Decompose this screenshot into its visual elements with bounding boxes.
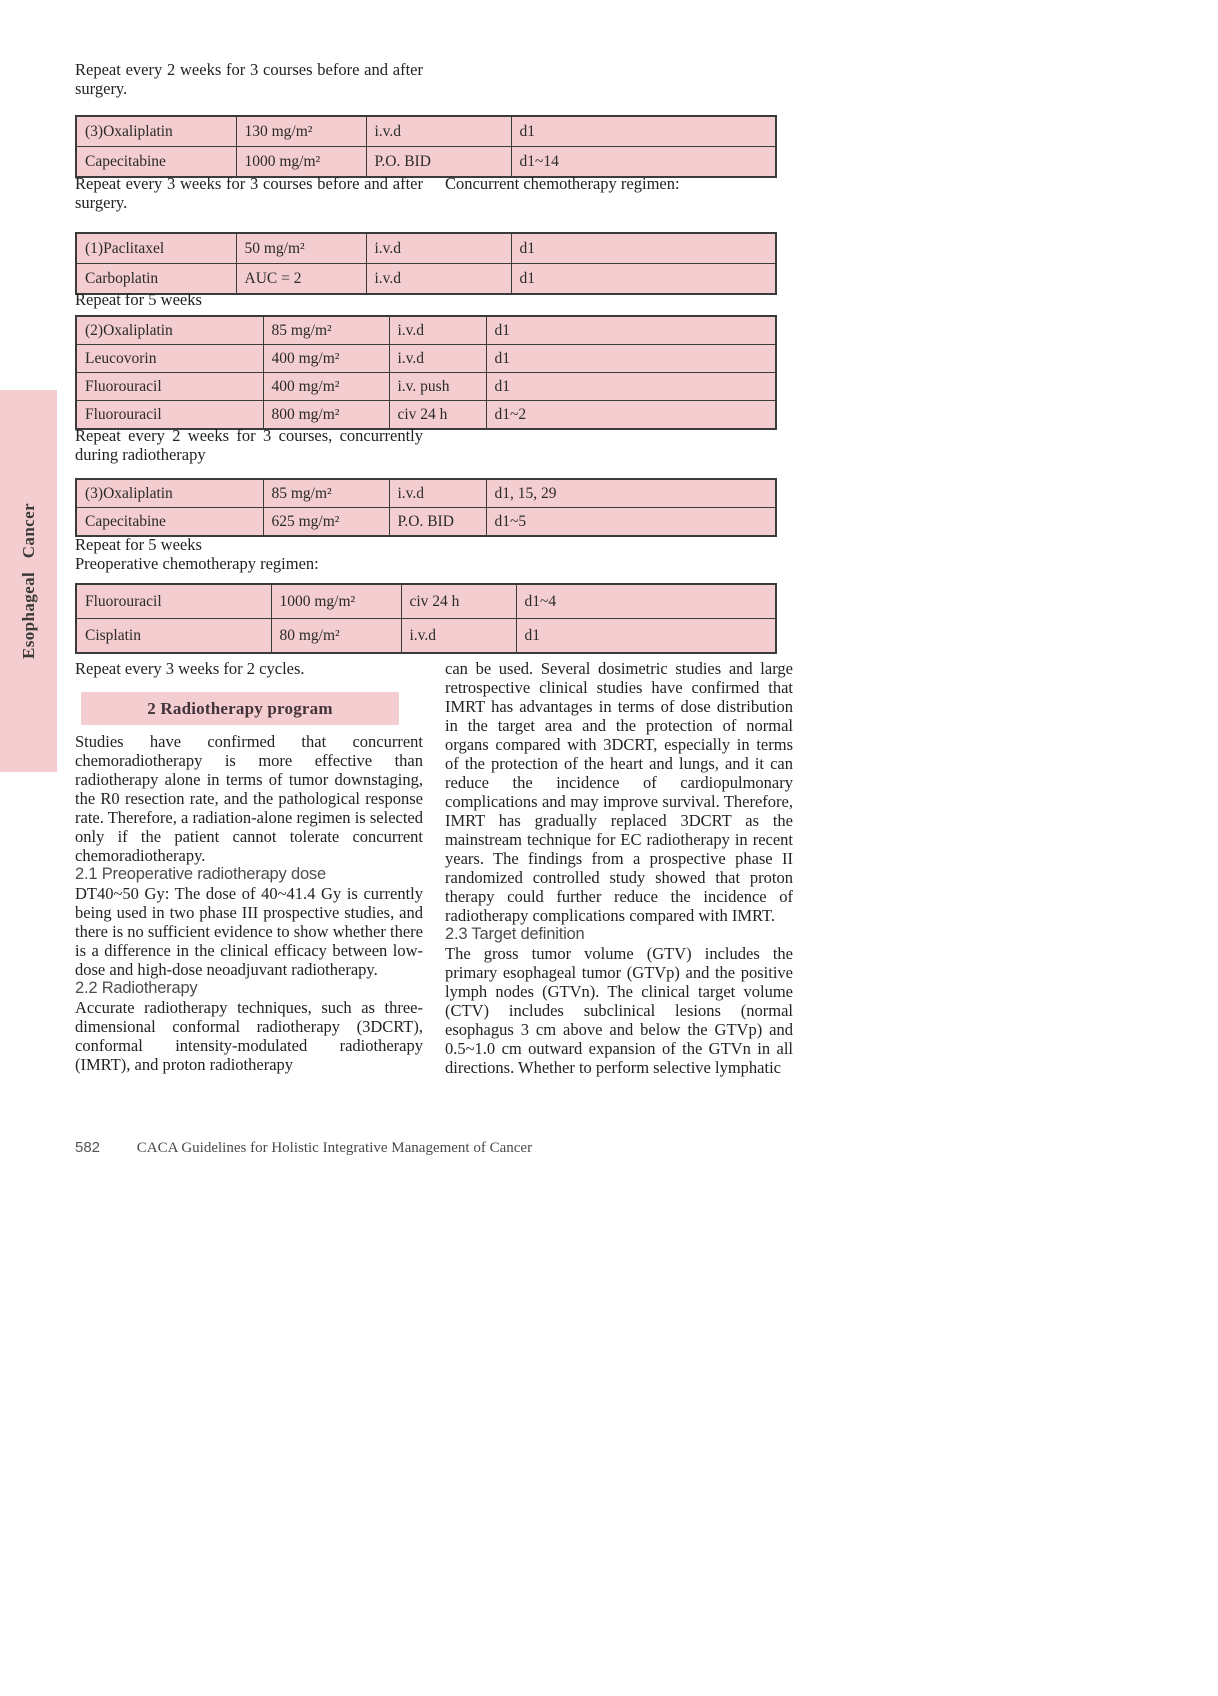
chemo-regimen-table-2 — [75, 232, 777, 295]
drug-cell: Fluorouracil — [76, 373, 263, 401]
schedule-cell: d1 — [486, 316, 776, 345]
schedule-cell: d1, 15, 29 — [486, 479, 776, 508]
route-cell: civ 24 h — [389, 401, 486, 430]
drug-cell: Leucovorin — [76, 345, 263, 373]
schedule-cell: d1 — [511, 233, 776, 264]
page-number: 582 — [75, 1139, 101, 1156]
dose-cell: 1000 mg/m² — [271, 584, 401, 619]
drug-cell: Fluorouracil — [76, 584, 271, 619]
schedule-cell: d1 — [516, 619, 776, 654]
table-row — [76, 508, 776, 537]
schedule-cell: d1~4 — [516, 584, 776, 619]
subsection-heading-2-1: 2.1 Preoperative radiotherapy dose — [75, 865, 326, 883]
table-caption-3: Repeat for 5 weeks — [75, 290, 202, 309]
dose-cell: 800 mg/m² — [263, 401, 389, 430]
drug-cell: (1)Paclitaxel — [76, 233, 236, 264]
drug-cell: (3)Oxaliplatin — [76, 116, 236, 147]
table-caption-5b: Preoperative chemotherapy regimen: — [75, 554, 319, 573]
chapter-tab-label: Esophageal Cancer — [18, 502, 38, 660]
dose-cell: 400 mg/m² — [263, 345, 389, 373]
chemo-regimen-table-4 — [75, 478, 777, 537]
subsection-heading-2-3: 2.3 Target definition — [445, 925, 585, 943]
table-row — [76, 345, 776, 373]
table-row — [76, 233, 776, 264]
table-caption-1: Repeat every 2 weeks for 3 courses before and after surgery. — [75, 60, 423, 98]
paragraph-radiotherapy-techniques: Accurate radiotherapy techniques, such as three-dimensional conformal radiotherapy (3DCRT), conformal intensity-modulated radiotherapy (IMRT), and proton radiotherapy — [75, 998, 423, 1074]
dose-cell: 80 mg/m² — [271, 619, 401, 654]
chemo-regimen-table-3 — [75, 315, 777, 430]
dose-cell: AUC = 2 — [236, 264, 366, 295]
dose-cell: 50 mg/m² — [236, 233, 366, 264]
table-caption-5a: Repeat for 5 weeks — [75, 535, 202, 554]
route-cell: i.v.d — [401, 619, 516, 654]
table-row — [76, 147, 776, 178]
schedule-cell: d1~2 — [486, 401, 776, 430]
drug-cell: Fluorouracil — [76, 401, 263, 430]
schedule-cell: d1 — [486, 345, 776, 373]
article-column-right — [445, 659, 793, 1077]
schedule-cell: d1~5 — [486, 508, 776, 537]
route-cell: i.v.d — [366, 116, 511, 147]
schedule-cell: d1 — [511, 264, 776, 295]
section-heading-label: 2 Radiotherapy program — [147, 699, 333, 718]
article-column-left — [75, 659, 423, 1074]
paragraph-target-definition: The gross tumor volume (GTV) includes the primary esophageal tumor (GTVp) and the positive lymph nodes (GTVn). The clinical target volume (CTV) includes subclinical lesions (normal esophagus 3 cm above and below the GTVp) and 0.5~1.0 cm outward expansion of the GTVn in all directions. Whether to perform selective lymphatic — [445, 944, 793, 1077]
dose-cell: 625 mg/m² — [263, 508, 389, 537]
page-footer — [75, 1139, 775, 1157]
route-cell: civ 24 h — [401, 584, 516, 619]
dose-cell: 1000 mg/m² — [236, 147, 366, 178]
route-cell: i.v. push — [389, 373, 486, 401]
dose-cell: 400 mg/m² — [263, 373, 389, 401]
drug-cell: Capecitabine — [76, 508, 263, 537]
route-cell: i.v.d — [389, 316, 486, 345]
table-caption-2: Repeat every 3 weeks for 3 courses before and after surgery. — [75, 174, 423, 212]
table-row — [76, 316, 776, 345]
table-row — [76, 584, 776, 619]
route-cell: i.v.d — [366, 264, 511, 295]
drug-cell: Carboplatin — [76, 264, 236, 295]
running-title: CACA Guidelines for Holistic Integrative Management of Cancer — [136, 1140, 533, 1156]
subsection-heading-2-2: 2.2 Radiotherapy — [75, 979, 198, 997]
paragraph-imrt: can be used. Several dosimetric studies and large retrospective clinical studies have confirmed that IMRT has advantages in terms of dose distribution in the target area and the protection of normal organs compared with 3DCRT, especially in terms of the protection of the heart and lungs, and it can reduce the incidence of cardiopulmonary complications and may improve survival. Therefore, IMRT has gradually replaced 3DCRT as the mainstream technique for EC radiotherapy in recent years. The findings from a prospective phase II randomized controlled study showed that proton therapy could further reduce the incidence of radiotherapy complications compared with IMRT. — [445, 659, 793, 925]
schedule-cell: d1 — [511, 116, 776, 147]
route-cell: P.O. BID — [366, 147, 511, 178]
table-row — [76, 116, 776, 147]
chapter-tab — [0, 390, 57, 772]
table-row — [76, 373, 776, 401]
route-cell: i.v.d — [389, 345, 486, 373]
table-caption-6: Repeat every 3 weeks for 2 cycles. — [75, 659, 305, 678]
chemo-regimen-table-1 — [75, 115, 777, 178]
drug-cell: Cisplatin — [76, 619, 271, 654]
chemo-regimen-table-5 — [75, 583, 777, 654]
table-row — [76, 619, 776, 654]
table-caption-4: Repeat every 2 weeks for 3 courses, concurrently during radiotherapy — [75, 426, 423, 464]
drug-cell: Capecitabine — [76, 147, 236, 178]
drug-cell: (2)Oxaliplatin — [76, 316, 263, 345]
dose-cell: 130 mg/m² — [236, 116, 366, 147]
section-heading — [81, 692, 399, 725]
table-row — [76, 401, 776, 430]
paragraph-preop-dose: DT40~50 Gy: The dose of 40~41.4 Gy is currently being used in two phase III prospective studies, and there is no sufficient evidence to show whether there is a difference in the clinical efficacy between low-dose and high-dose neoadjuvant radiotherapy. — [75, 884, 423, 979]
route-cell: P.O. BID — [389, 508, 486, 537]
dose-cell: 85 mg/m² — [263, 479, 389, 508]
dose-cell: 85 mg/m² — [263, 316, 389, 345]
route-cell: i.v.d — [366, 233, 511, 264]
concurrent-regimen-label: Concurrent chemotherapy regimen: — [445, 174, 680, 193]
paragraph-radiotherapy-intro: Studies have confirmed that concurrent chemoradiotherapy is more effective than radiotherapy alone in terms of tumor downstaging, the R0 resection rate, and the pathological response rate. Therefore, a radiation-alone regimen is selected only if the patient cannot tolerate concurrent chemoradiotherapy. — [75, 732, 423, 865]
drug-cell: (3)Oxaliplatin — [76, 479, 263, 508]
schedule-cell: d1~14 — [511, 147, 776, 178]
table-row — [76, 479, 776, 508]
route-cell: i.v.d — [389, 479, 486, 508]
schedule-cell: d1 — [486, 373, 776, 401]
